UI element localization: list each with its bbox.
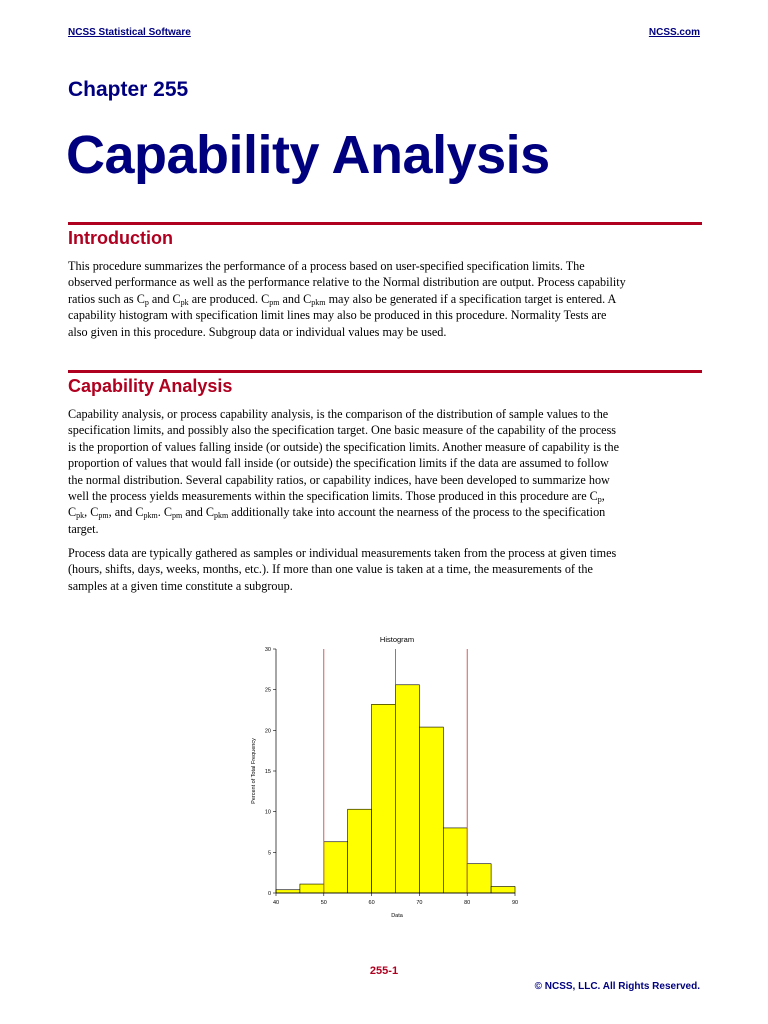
histogram-bar: [348, 809, 372, 893]
text-line: proportion of values that would fall inside (or outside) the specification limits if the data are assumed to follow: [68, 456, 609, 471]
ncss-software-link[interactable]: NCSS Statistical Software: [68, 27, 191, 38]
y-tick-label: 15: [264, 769, 271, 775]
text-line: specification limits, and possibly also the specification target. One basic measure of the capability of the process: [68, 423, 617, 438]
text-line: is the proportion of values falling inside (or outside) the specification limits. Another measure of capability is the: [68, 439, 620, 454]
histogram-bar: [396, 685, 420, 893]
text-line: Capability analysis, or process capability analysis, is the comparison of the distribution of sample values to the: [68, 407, 609, 421]
x-tick-label: 50: [320, 900, 327, 906]
x-tick-label: 60: [368, 900, 375, 906]
x-tick-label: 90: [511, 900, 519, 906]
text-line: This procedure summarizes the performance of a process based on user-specified specification limits. The: [68, 259, 585, 273]
text-line: (hours, shifts, days, weeks, months, etc.). If more than one value is taken at a time, the measurements of the: [68, 562, 593, 577]
x-tick-label: 70: [416, 900, 423, 906]
section-rule-introduction: [68, 222, 702, 225]
chart-title: Histogram: [379, 635, 415, 644]
text-line: capability histogram with specification limit lines may also be produced in this procedure. Normality Tests are: [68, 308, 607, 323]
x-tick-label: 40: [272, 900, 280, 906]
heading-capability-analysis: Capability Analysis: [68, 376, 233, 396]
heading-introduction: Introduction: [68, 228, 173, 248]
ncss-com-link[interactable]: NCSS.com: [648, 27, 700, 38]
y-tick-label: 25: [264, 687, 271, 694]
histogram-chart: [240, 625, 530, 925]
x-tick-label: 80: [464, 900, 471, 906]
histogram-bar: [443, 828, 467, 893]
text-line: the normal distribution. Several capability ratios, or capability indices, have been developed to summarize how: [68, 472, 610, 487]
y-tick-label: 20: [264, 728, 271, 735]
y-tick-label: 5: [267, 850, 271, 857]
page-title: Capability Analysis: [66, 125, 550, 185]
histogram-bar: [491, 886, 515, 893]
text-line: Process data are typically gathered as samples or individual measurements taken from the process at given times: [68, 546, 617, 560]
intro-paragraph: [68, 258, 704, 340]
capability-paragraph-2: [68, 545, 704, 594]
text-line: samples at a given time constitute a subgroup.: [68, 578, 293, 593]
text-line: well the process yields measurements within the specification limits. Those produced in this procedure are $C_p$,: [68, 489, 605, 505]
y-tick-label: 10: [264, 809, 271, 816]
y-tick-label: 0: [267, 891, 271, 897]
histogram-bar: [467, 864, 491, 893]
chapter-label: Chapter 255: [68, 78, 189, 101]
histogram-bar: [324, 842, 348, 893]
text-line: also given in this procedure. Subgroup data or individual values may be used.: [68, 324, 447, 339]
histogram-bar: [419, 727, 443, 893]
text-line: $C_{pk}$, $C_{pm}$, and $C_{pkm}$. $C_{pm}$ and $C_{pkm}$ additionally take into account the nearness of the process to the specification: [68, 505, 606, 521]
text-line: target.: [68, 521, 99, 536]
histogram-figure: [240, 625, 530, 925]
section-rule-capability-analysis: [68, 370, 702, 373]
histogram-bar: [372, 704, 396, 893]
text-line: ratios such as $C_p$ and $C_{pk}$ are produced. $C_{pm}$ and $C_{pkm}$ may also be generated if a specification target is entered. A: [68, 291, 617, 307]
y-axis-label: Percent of Total Frequency: [251, 738, 257, 804]
page-number: 255-1: [369, 965, 399, 977]
histogram-bar: [276, 890, 300, 893]
copyright-notice: © NCSS, LLC. All Rights Reserved.: [534, 981, 700, 992]
histogram-bar: [300, 884, 324, 893]
capability-paragraph-1: [68, 406, 704, 537]
x-axis-label: Data: [391, 913, 403, 919]
y-tick-label: 30: [264, 647, 271, 653]
text-line: observed performance as well as the performance relative to the Normal distribution are output. Process capability: [68, 275, 626, 290]
